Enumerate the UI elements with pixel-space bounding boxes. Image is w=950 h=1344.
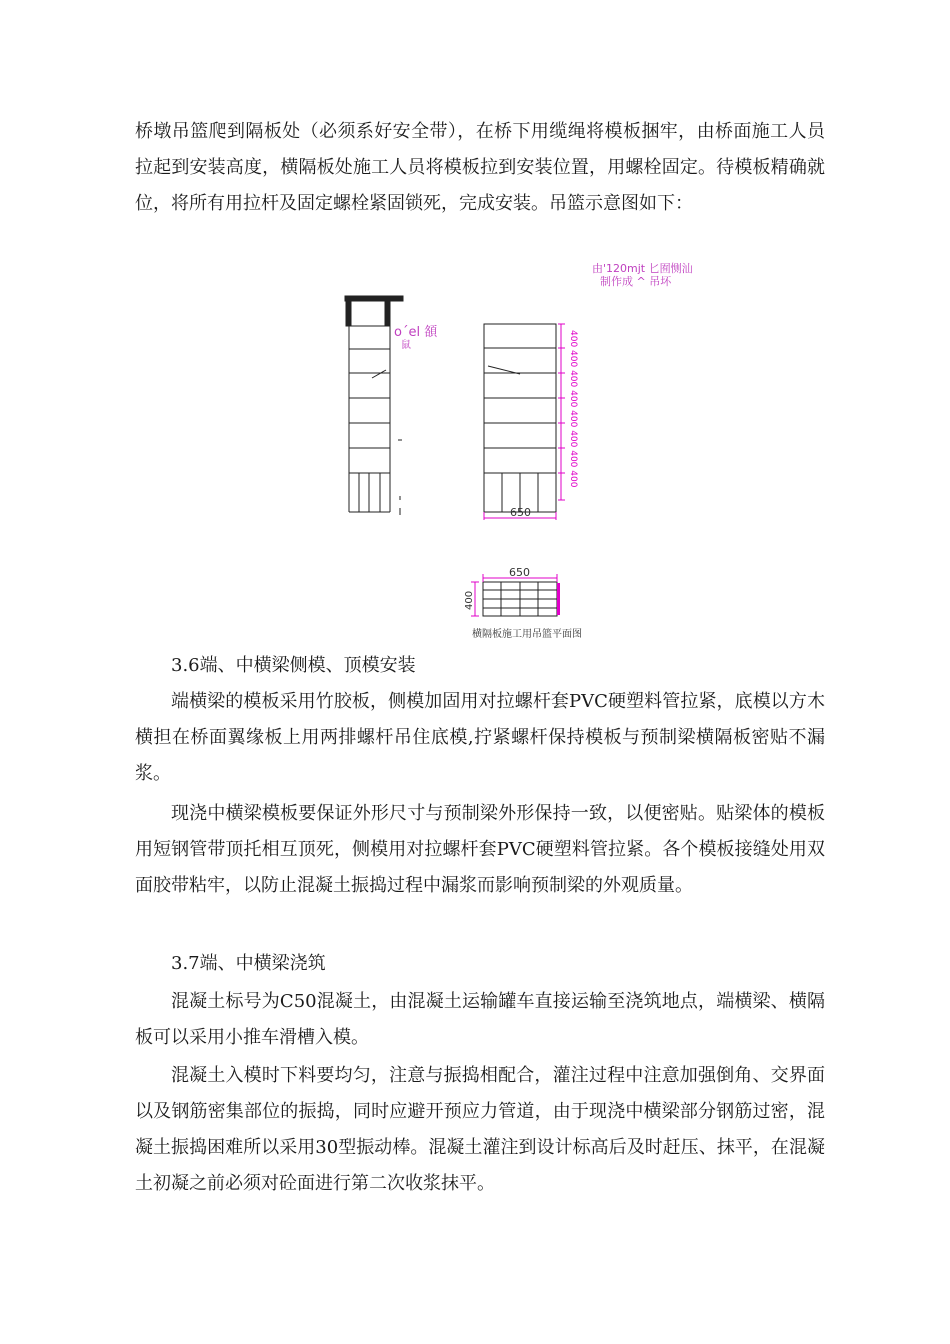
note-top-line2: 制作成 ^ 吊坏	[600, 275, 672, 288]
dimension-heights-right: 400 400 400 400 400 400 400 400	[568, 330, 578, 488]
front-elevation-dimensions	[484, 324, 565, 520]
dimension-width-plan: 650	[509, 566, 530, 579]
hanging-basket-diagram	[0, 0, 950, 640]
figure-caption: 横隔板施工用吊篮平面图	[472, 629, 582, 640]
plan-view-dimensions	[471, 574, 560, 616]
plan-view	[483, 582, 557, 616]
dimension-depth-plan: 400	[464, 590, 475, 610]
section-3-6-heading: 3.6端、中横梁侧模、顶模安装	[171, 655, 416, 676]
section-3-7-heading: 3.7端、中横梁浇筑	[171, 953, 326, 974]
section-3-6-paragraph-1: 端横梁的模板采用竹胶板，侧模加固用对拉螺杆套PVC硬塑料管拉紧，底模以方木横担在桥面翼缘板上用两排螺杆吊住底模,拧紧螺杆保持模板与预制梁横隔板密贴不漏浆。	[135, 691, 825, 784]
note-left-line2: 鼠	[401, 340, 411, 351]
section-3-7-paragraph-1: 混凝土标号为C50混凝土，由混凝土运输罐车直接运输至浇筑地点，端横梁、横隔板可以采用小推车滑槽入模。	[135, 991, 825, 1048]
note-top-line1: 由'120mjt 匕囿恻汕	[592, 262, 693, 275]
front-elevation	[484, 324, 556, 512]
section-3-6-paragraph-2: 现浇中横梁模板要保证外形尺寸与预制梁外形保持一致，以便密贴。贴梁体的模板用短钢管带顶托相互顶死，侧模用对拉螺杆套PVC硬塑料管拉紧。各个模板接缝处用双面胶带粘牢，以防止混凝土振捣过程中漏浆而影响预制梁的外观质量。	[135, 803, 825, 896]
note-left-line1: o´el 頟	[394, 325, 438, 340]
intro-paragraph: 桥墩吊篮爬到隔板处（必须系好安全带），在桥下用缆绳将模板捆牢，由桥面施工人员拉起到安装高度，横隔板处施工人员将模板拉到安装位置，用螺栓固定。待模板精确就位，将所有用拉杆及固定螺栓紧固锁死，完成安装。吊篮示意图如下：	[135, 121, 825, 214]
dimension-width-elevation: 650	[510, 506, 531, 519]
section-3-7-paragraph-2: 混凝土入模时下料要均匀，注意与振捣相配合，灌注过程中注意加强倒角、交界面以及钢筋密集部位的振捣，同时应避开预应力管道，由于现浇中横梁部分钢筋过密，混凝土振捣困难所以采用30型振动棒。混凝土灌注到设计标高后及时赶压、抹平，在混凝土初凝之前必须对砼面进行第二次收浆抹平。	[135, 1065, 825, 1194]
